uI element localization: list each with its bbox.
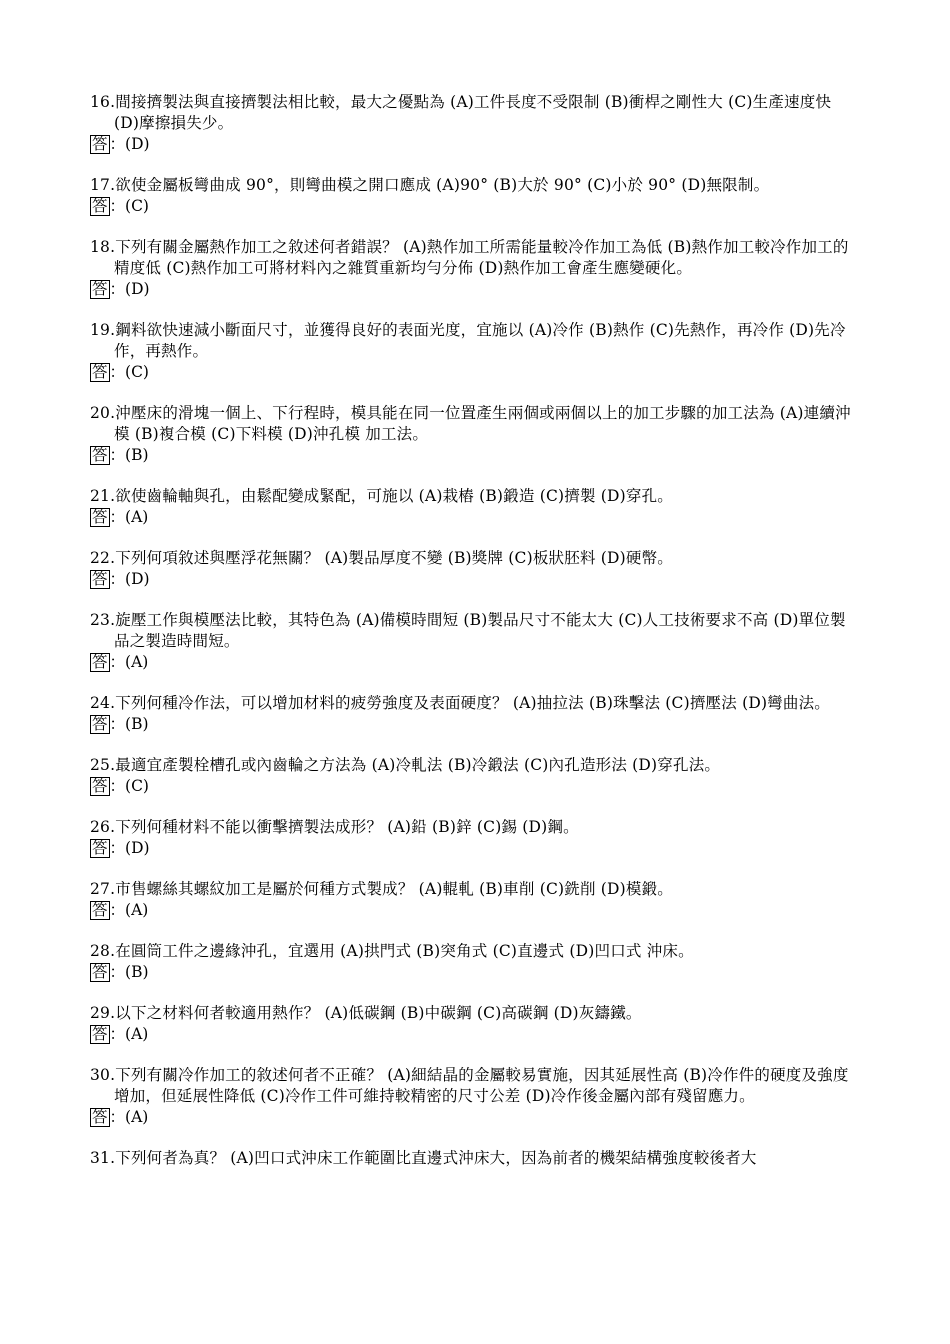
answer-value: ：(A)	[109, 1108, 149, 1126]
answer-label: 答	[92, 715, 108, 733]
question-item	[90, 92, 860, 155]
question-item	[90, 941, 860, 983]
answer-line	[90, 962, 860, 983]
question-item	[90, 486, 860, 528]
question-item	[90, 755, 860, 797]
answer-line	[90, 507, 860, 528]
document-page	[90, 92, 860, 1189]
answer-line	[90, 652, 860, 673]
question-item	[90, 610, 860, 673]
answer-label: 答	[92, 363, 108, 381]
answer-label: 答	[92, 901, 108, 919]
question-text: 19.鋼料欲快速減小斷面尺寸，並獲得良好的表面光度，宜施以 (A)冷作 (B)熱作 (C)先熱作，再冷作 (D)先冷作，再熱作。	[90, 321, 846, 360]
answer-line	[90, 279, 860, 300]
answer-label: 答	[92, 653, 108, 671]
answer-value: ：(C)	[109, 363, 149, 381]
answer-line	[90, 196, 860, 217]
answer-value: ：(B)	[109, 963, 149, 981]
answer-value: ：(A)	[109, 901, 149, 919]
answer-label: 答	[92, 508, 108, 526]
question-item	[90, 817, 860, 859]
question-item	[90, 693, 860, 735]
answer-line	[90, 569, 860, 590]
question-item	[90, 1148, 860, 1169]
answer-value: ：(D)	[109, 570, 150, 588]
question-text: 17.欲使金屬板彎曲成 90°，則彎曲模之開口應成 (A)90° (B)大於 90° (C)小於 90° (D)無限制。	[90, 176, 770, 194]
question-text: 23.旋壓工作與模壓法比較，其特色為 (A)備模時間短 (B)製品尺寸不能太大 (C)人工技術要求不高 (D)單位製品之製造時間短。	[90, 611, 846, 650]
question-item	[90, 1065, 860, 1128]
answer-label: 答	[92, 963, 108, 981]
question-text: 31.下列何者為真？ (A)凹口式沖床工作範圍比直邊式沖床大，因為前者的機架結構強度較後者大	[90, 1149, 757, 1167]
question-item	[90, 175, 860, 217]
answer-value: ：(D)	[109, 280, 150, 298]
answer-line	[90, 714, 860, 735]
answer-value: ：(A)	[109, 653, 149, 671]
answer-line	[90, 445, 860, 466]
question-item	[90, 1003, 860, 1045]
answer-label: 答	[92, 1108, 108, 1126]
question-item	[90, 320, 860, 383]
answer-label: 答	[92, 839, 108, 857]
question-text: 30.下列有關冷作加工的敘述何者不正確？ (A)細結晶的金屬較易實施，因其延展性高 (B)冷作件的硬度及強度增加，但延展性降低 (C)冷作工件可維持較精密的尺寸公差 (D)冷作後金屬內部有殘留應力。	[90, 1066, 849, 1105]
answer-label: 答	[92, 280, 108, 298]
question-item	[90, 237, 860, 300]
question-text: 16.間接擠製法與直接擠製法相比較，最大之優點為 (A)工件長度不受限制 (B)衝桿之剛性大 (C)生產速度快 (D)摩擦損失少。	[90, 93, 832, 132]
question-text: 24.下列何種冷作法，可以增加材料的疲勞強度及表面硬度？ (A)抽拉法 (B)珠擊法 (C)擠壓法 (D)彎曲法。	[90, 694, 831, 712]
question-item	[90, 879, 860, 921]
answer-value: ：(C)	[109, 777, 149, 795]
answer-value: ：(B)	[109, 715, 149, 733]
question-text: 25.最適宜產製栓槽孔或內齒輪之方法為 (A)冷軋法 (B)冷鍛法 (C)內孔造形法 (D)穿孔法。	[90, 756, 721, 774]
answer-label: 答	[92, 135, 108, 153]
question-text: 27.市售螺絲其螺紋加工是屬於何種方式製成？ (A)輥軋 (B)車削 (C)銑削 (D)模鍛。	[90, 880, 674, 898]
question-text: 28.在圓筒工件之邊緣沖孔，宜選用 (A)拱門式 (B)突角式 (C)直邊式 (D)凹口式 沖床。	[90, 942, 694, 960]
answer-line	[90, 776, 860, 797]
answer-line	[90, 1024, 860, 1045]
answer-label: 答	[92, 1025, 108, 1043]
answer-value: ：(D)	[109, 135, 150, 153]
answer-value: ：(A)	[109, 508, 149, 526]
answer-label: 答	[92, 777, 108, 795]
question-text: 29.以下之材料何者較適用熱作？ (A)低碳鋼 (B)中碳鋼 (C)高碳鋼 (D)灰鑄鐵。	[90, 1004, 642, 1022]
answer-value: ：(A)	[109, 1025, 149, 1043]
question-text: 20.沖壓床的滑塊一個上、下行程時，模具能在同一位置產生兩個或兩個以上的加工步驟的加工法為 (A)連續沖模 (B)複合模 (C)下料模 (D)沖孔模 加工法。	[90, 404, 851, 443]
answer-line	[90, 900, 860, 921]
answer-line	[90, 1107, 860, 1128]
answer-value: ：(D)	[109, 839, 150, 857]
question-text: 18.下列有關金屬熱作加工之敘述何者錯誤？ (A)熱作加工所需能量較冷作加工為低 (B)熱作加工較冷作加工的精度低 (C)熱作加工可將材料內之雜質重新均勻分佈 (D)熱作加工會產生應變硬化。	[90, 238, 849, 277]
question-list	[90, 92, 860, 1169]
answer-value: ：(C)	[109, 197, 149, 215]
answer-line	[90, 134, 860, 155]
answer-value: ：(B)	[109, 446, 149, 464]
question-item	[90, 403, 860, 466]
answer-label: 答	[92, 570, 108, 588]
answer-line	[90, 838, 860, 859]
answer-label: 答	[92, 446, 108, 464]
question-item	[90, 548, 860, 590]
answer-line	[90, 362, 860, 383]
answer-label: 答	[92, 197, 108, 215]
question-text: 21.欲使齒輪軸與孔，由鬆配變成緊配，可施以 (A)栽樁 (B)鍛造 (C)擠製 (D)穿孔。	[90, 487, 674, 505]
question-text: 22.下列何項敘述與壓浮花無關？ (A)製品厚度不變 (B)獎牌 (C)板狀胚料 (D)硬幣。	[90, 549, 674, 567]
question-text: 26.下列何種材料不能以衝擊擠製法成形？ (A)鉛 (B)鋅 (C)錫 (D)鋼。	[90, 818, 579, 836]
